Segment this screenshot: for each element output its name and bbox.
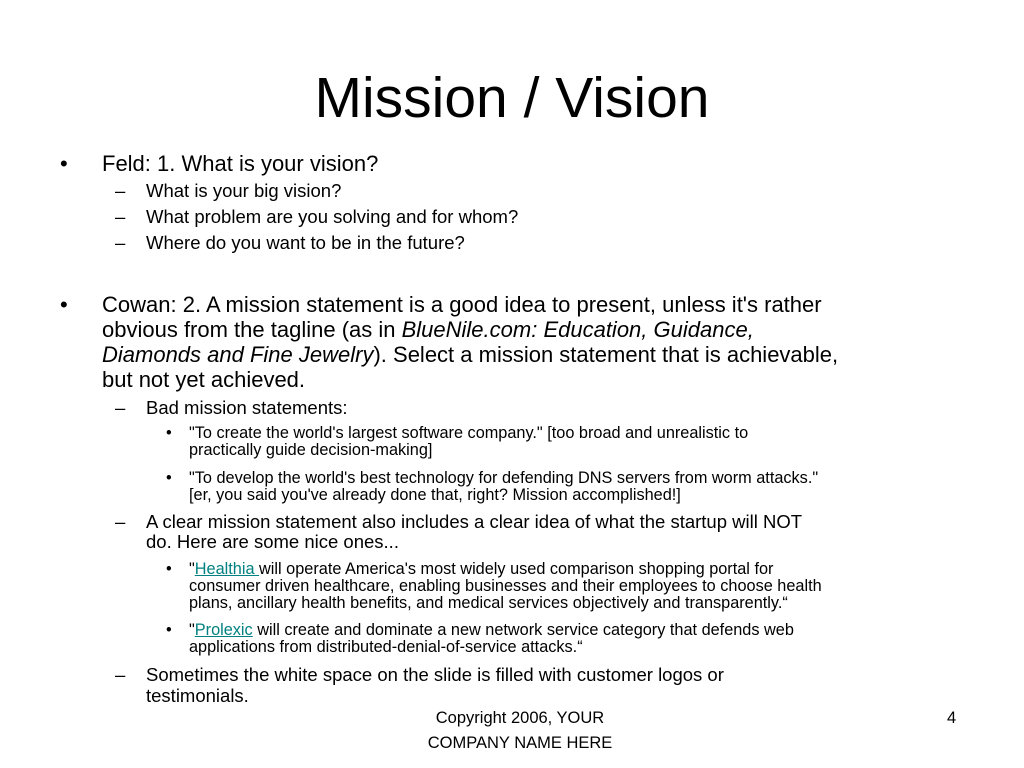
cowan-line — [102, 317, 754, 342]
copyright-line: Copyright 2006, YOUR — [435, 709, 605, 727]
bad-example: [er, you said you've already done that, right? Mission accomplished!] — [189, 486, 681, 504]
feld-question: Feld: 1. What is your vision? — [102, 151, 379, 176]
bad-statements-label: Bad mission statements: — [146, 397, 348, 418]
feld-subitem: What is your big vision? — [146, 180, 342, 201]
good-example: consumer driven healthcare, enabling businesses and their employees to choose health — [189, 577, 822, 595]
page-number: 4 — [947, 709, 957, 727]
logos-line: testimonials. — [146, 685, 249, 706]
bad-example: "To create the world's largest software company." [too broad and unrealistic to — [189, 424, 749, 442]
bad-example: practically guide decision-making] — [189, 441, 433, 459]
cowan-line — [102, 342, 838, 367]
good-example: plans, ancillary health benefits, and medical services objectively and transparently.“ — [189, 594, 788, 612]
logos-line: Sometimes the white space on the slide is filled with customer logos or — [146, 664, 724, 685]
clear-statement-line: do. Here are some nice ones... — [146, 531, 399, 552]
feld-subitem: Where do you want to be in the future? — [146, 232, 465, 253]
dash-marker: – — [115, 397, 126, 418]
clear-statement-line: A clear mission statement also includes a clear idea of what the startup will NOT — [146, 511, 803, 532]
bluenile-tagline: BlueNile.com: Education, Guidance, — [401, 317, 754, 342]
quote-mark: " — [189, 560, 195, 578]
cowan-text: obvious from the tagline (as in — [102, 317, 402, 342]
bullet-marker: • — [166, 424, 172, 442]
copyright-line: COMPANY NAME HERE — [427, 734, 613, 752]
bullet-marker: • — [60, 151, 68, 176]
cowan-line: Cowan: 2. A mission statement is a good idea to present, unless it's rather — [102, 292, 822, 317]
quote-mark: " — [189, 621, 195, 639]
bullet-marker: • — [166, 469, 172, 487]
healthia-link[interactable]: Healthia — [194, 560, 260, 578]
prolexic-link[interactable]: Prolexic — [194, 621, 253, 639]
cowan-text: ). Select a mission statement that is achievable, — [373, 342, 839, 367]
slide-title: Mission / Vision — [314, 66, 710, 130]
dash-marker: – — [115, 511, 126, 532]
good-example — [189, 561, 773, 578]
bluenile-tagline: Diamonds and Fine Jewelry — [102, 342, 374, 367]
good-example-text: will operate America's most widely used comparison shopping portal for — [259, 560, 774, 578]
feld-subitem: What problem are you solving and for whom? — [146, 206, 519, 227]
good-example: applications from distributed-denial-of-service attacks.“ — [189, 638, 583, 656]
copyright-footer — [390, 706, 650, 756]
dash-marker: – — [115, 206, 126, 227]
bullet-marker: • — [166, 621, 172, 639]
bad-example: "To develop the world's best technology for defending DNS servers from worm attacks." — [189, 469, 819, 487]
dash-marker: – — [115, 180, 126, 201]
bullet-marker: • — [60, 292, 68, 317]
dash-marker: – — [115, 664, 126, 685]
good-example — [189, 622, 794, 639]
good-example-text: will create and dominate a new network service category that defends web — [252, 621, 794, 639]
cowan-line: but not yet achieved. — [102, 367, 306, 392]
dash-marker: – — [115, 232, 126, 253]
bullet-marker: • — [166, 560, 172, 578]
